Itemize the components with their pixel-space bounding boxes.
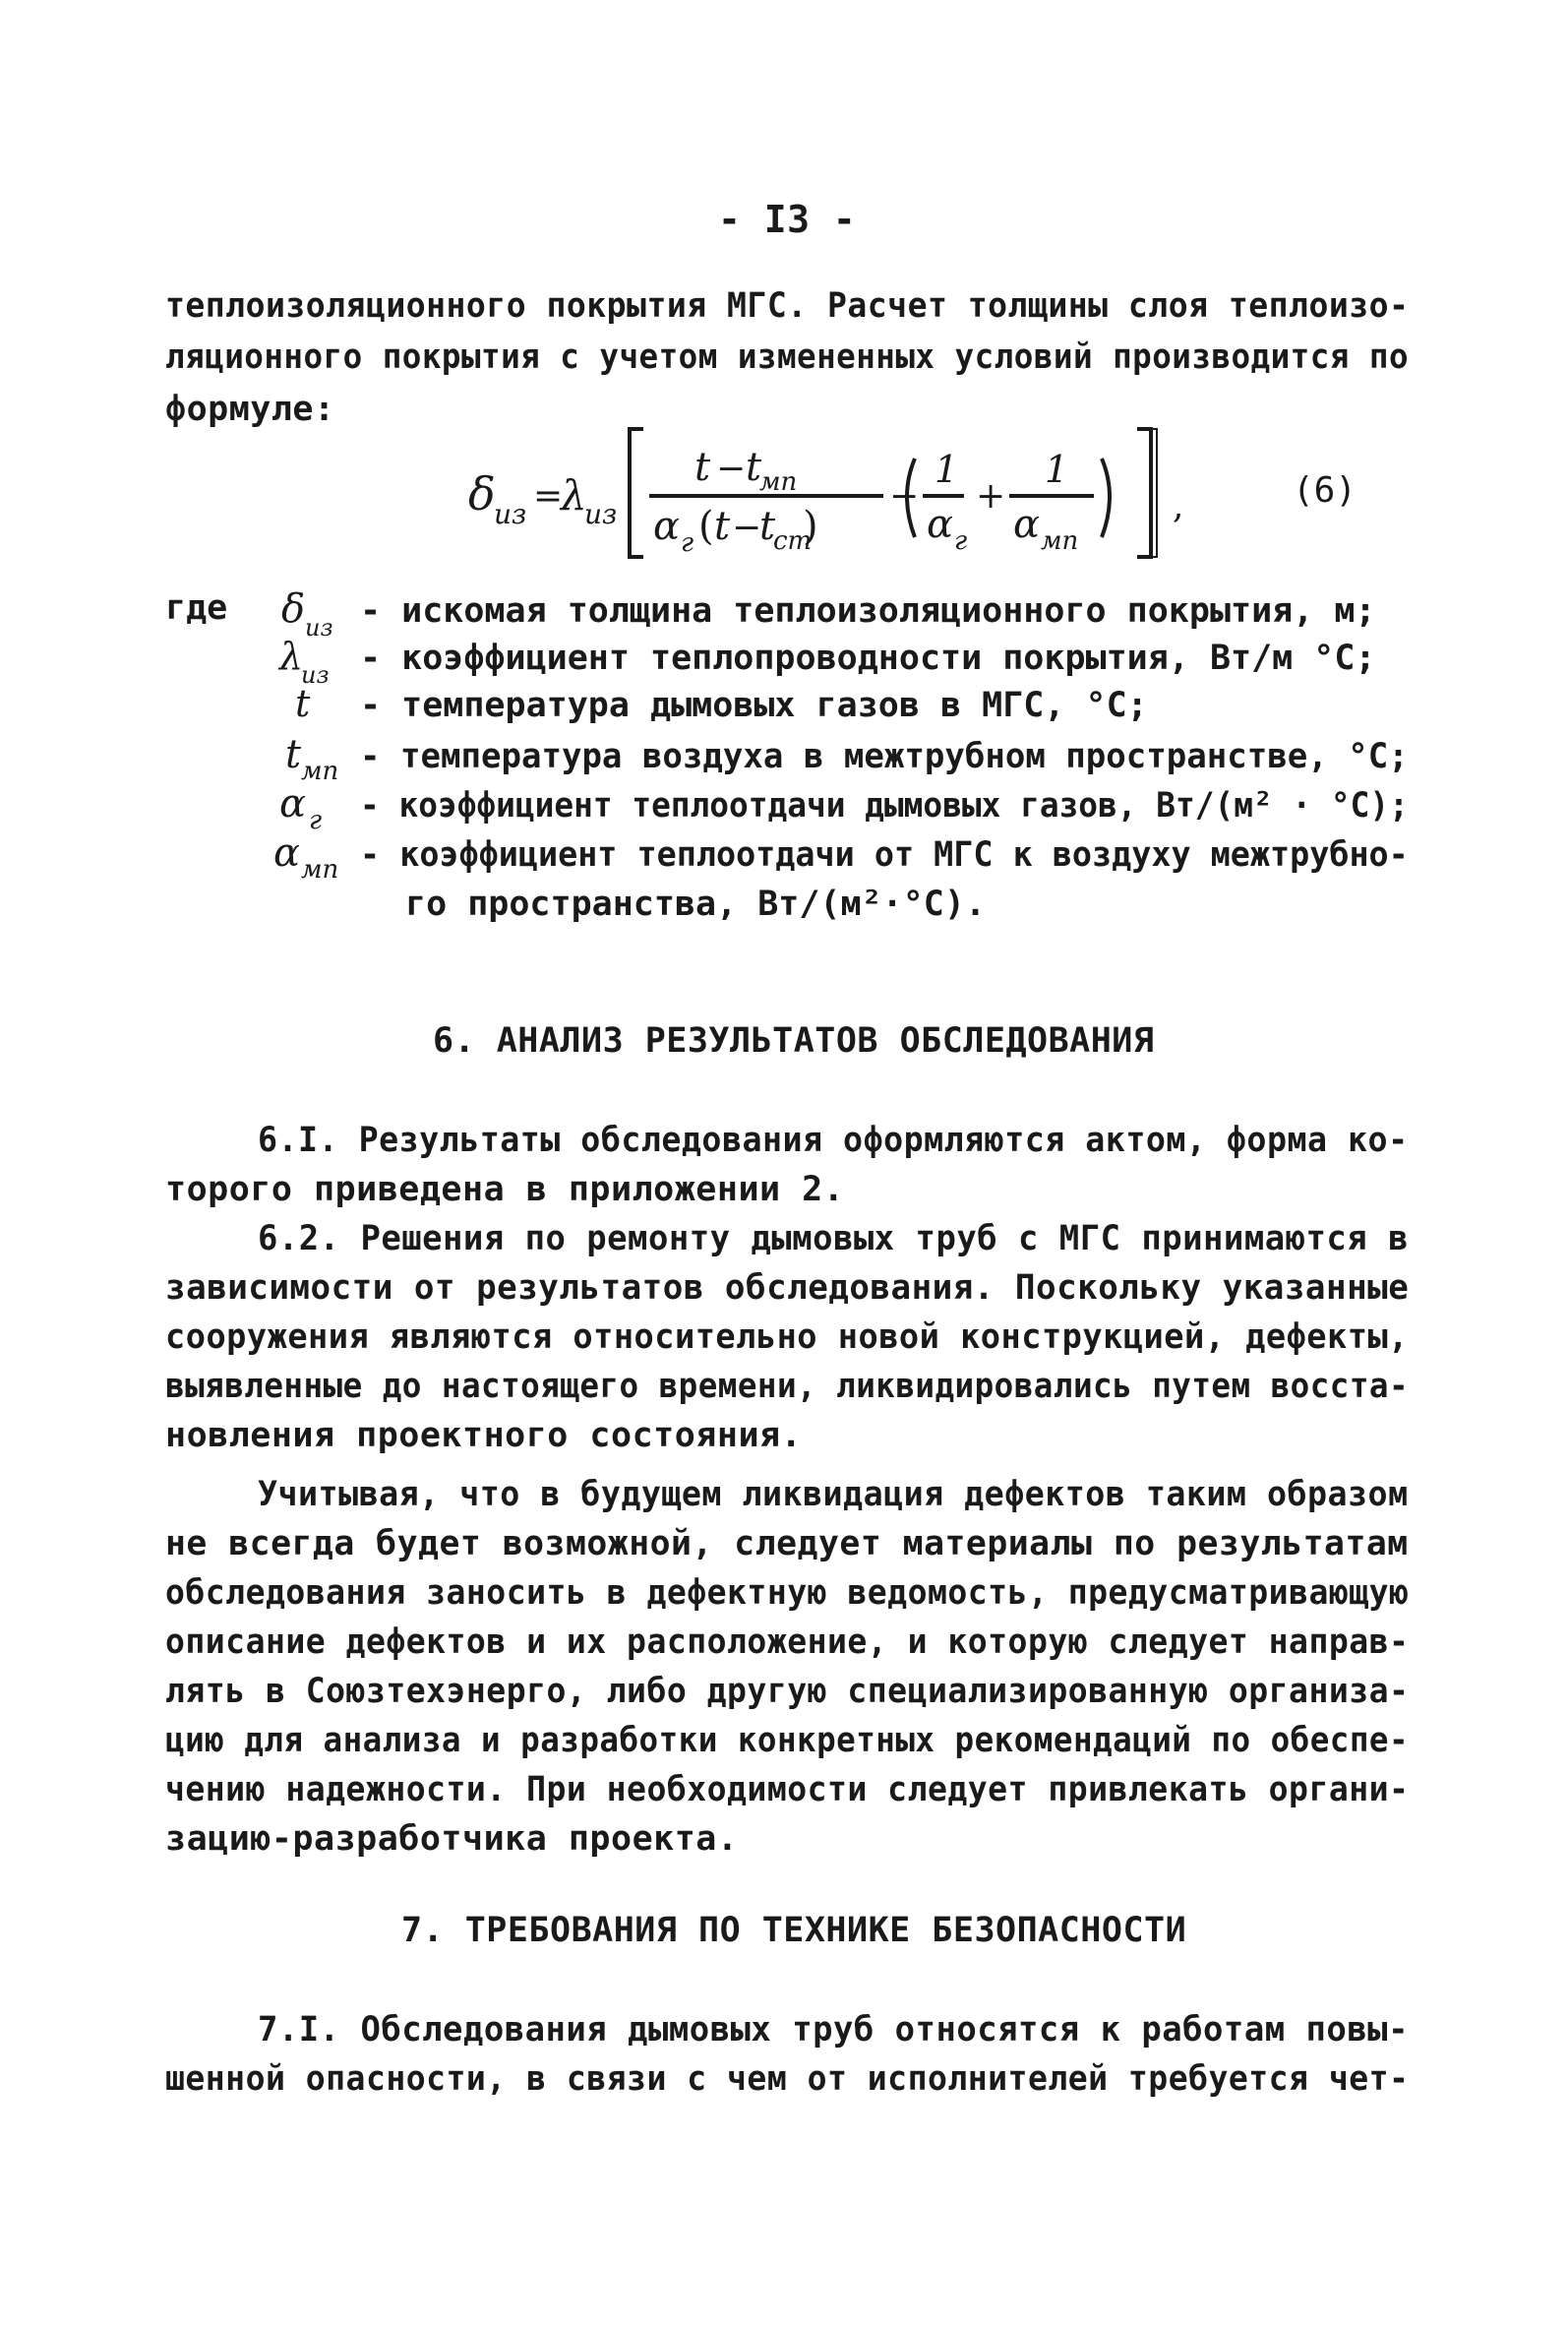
section-6-line: цию для анализа и разработки конкретных рекомендаций по обеспе- [165, 1721, 1410, 1760]
section-6-line: сооружения являются относительно новой конструкцией, дефекты, [165, 1317, 1409, 1357]
svg-text:α: α [1013, 502, 1041, 547]
svg-text:(: ( [698, 504, 714, 549]
intro-line-3: формуле: [165, 390, 335, 429]
svg-text:α: α [653, 504, 681, 549]
def-symbol-t [273, 679, 352, 738]
svg-text:δ: δ [281, 586, 306, 632]
def-symbol-alpha-mp [270, 828, 364, 887]
section-6-line: Учитывая, что в будущем ликвидация дефектов таким образом [258, 1475, 1409, 1514]
svg-text:г: г [954, 526, 968, 556]
svg-text:г: г [309, 806, 323, 835]
svg-text:α: α [927, 502, 954, 547]
def-text-continuation: го пространства, Вт/(м²·°С). [405, 885, 987, 924]
section-6-line: зацию-разработчика проекта. [165, 1819, 739, 1859]
def-text-t: - температура дымовых газов в МГС, °С; [360, 686, 1148, 725]
svg-text:−: − [889, 476, 920, 517]
formula-lhs: δ [468, 467, 496, 520]
formula-number: (6) [1293, 470, 1357, 511]
svg-text:t: t [694, 445, 711, 490]
section-6-line: чению надежности. При необходимости следует привлекать органи- [165, 1770, 1410, 1809]
svg-text:мп: мп [1041, 526, 1079, 556]
svg-text:ст: ст [773, 526, 813, 556]
svg-text:α: α [273, 830, 301, 876]
svg-text:t: t [285, 732, 302, 777]
svg-text:t: t [759, 504, 776, 549]
svg-text:+: + [976, 476, 1006, 517]
section-6-line: обследования заносить в дефектную ведомость, предусматривающую [165, 1573, 1410, 1613]
section-6-line: 6.I. Результаты обследования оформляются актом, форма ко- [258, 1121, 1409, 1160]
svg-text:t: t [714, 504, 731, 549]
svg-text:из: из [305, 614, 333, 642]
svg-text:t: t [746, 445, 762, 490]
def-text-alpha-mp: - коэффициент теплоотдачи от МГС к воздуху межтрубно- [360, 835, 1409, 875]
svg-text:мп: мп [759, 467, 798, 497]
svg-text:−: − [716, 449, 747, 489]
svg-text:мп: мп [301, 757, 339, 786]
section-7-line: 7.I. Обследования дымовых труб относятся к работам повы- [258, 2010, 1409, 2050]
formula-lhs-sub: из [494, 498, 527, 530]
svg-text:=: = [533, 476, 564, 517]
formula-lambda: λ [561, 471, 587, 520]
where-label: где [165, 588, 228, 628]
section-6-line: торого приведена в приложении 2. [165, 1170, 845, 1209]
svg-text:λ: λ [279, 635, 304, 678]
svg-text:t: t [295, 682, 311, 725]
def-text-delta-iz: - искомая толщина теплоизоляционного покрытия, м; [360, 591, 1376, 631]
svg-text:1: 1 [935, 448, 959, 491]
svg-text:1: 1 [1045, 448, 1069, 491]
section-6-line: 6.2. Решения по ремонту дымовых труб с МГС принимаются в [258, 1219, 1409, 1258]
svg-text:из: из [584, 498, 618, 530]
svg-text:г: г [681, 528, 694, 558]
svg-text:α: α [279, 781, 307, 826]
formula-6 [462, 411, 1210, 569]
section-6-line: зависимости от результатов обследования. Поскольку указанные [165, 1268, 1410, 1308]
section-7-line: шенной опасности, в связи с чем от исполнителей требуется чет- [165, 2059, 1410, 2099]
section-6-line: выявленные до настоящего времени, ликвидировались путем восста- [165, 1367, 1410, 1406]
section-6-heading: 6. АНАЛИЗ РЕЗУЛЬТАТОВ ОБСЛЕДОВАНИЯ [433, 1021, 1155, 1061]
section-6-line: не всегда будет возможной, следует материалы по результатам [165, 1524, 1409, 1563]
def-text-alpha-g: - коэффициент теплоотдачи дымовых газов, Вт/(м² · °С); [360, 786, 1409, 826]
svg-text:−: − [732, 508, 762, 548]
section-6-line: новления проектного состояния. [165, 1416, 803, 1455]
svg-text:,: , [1173, 486, 1184, 526]
intro-line-1: теплоизоляционного покрытия МГС. Расчет толщины слоя теплоизо- [165, 286, 1410, 326]
svg-text:из: из [301, 661, 330, 689]
svg-text:): ) [803, 504, 818, 549]
section-6-line: описание дефектов и их расположение, и которую следует направ- [165, 1622, 1410, 1662]
page-number: - I3 - [718, 198, 857, 241]
def-text-t-mp: - температура воздуха в межтрубном пространстве, °С; [360, 737, 1409, 776]
intro-line-2: ляционного покрытия с учетом измененных условий производится по [165, 337, 1410, 377]
def-text-lambda-iz: - коэффициент теплопроводности покрытия, Вт/м °С; [360, 639, 1376, 678]
section-7-heading: 7. ТРЕБОВАНИЯ ПО ТЕХНИКЕ БЕЗОПАСНОСТИ [401, 1911, 1187, 1950]
section-6-line: лять в Союзтехэнерго, либо другую специализированную организа- [165, 1672, 1410, 1711]
svg-text:мп: мп [301, 855, 339, 885]
